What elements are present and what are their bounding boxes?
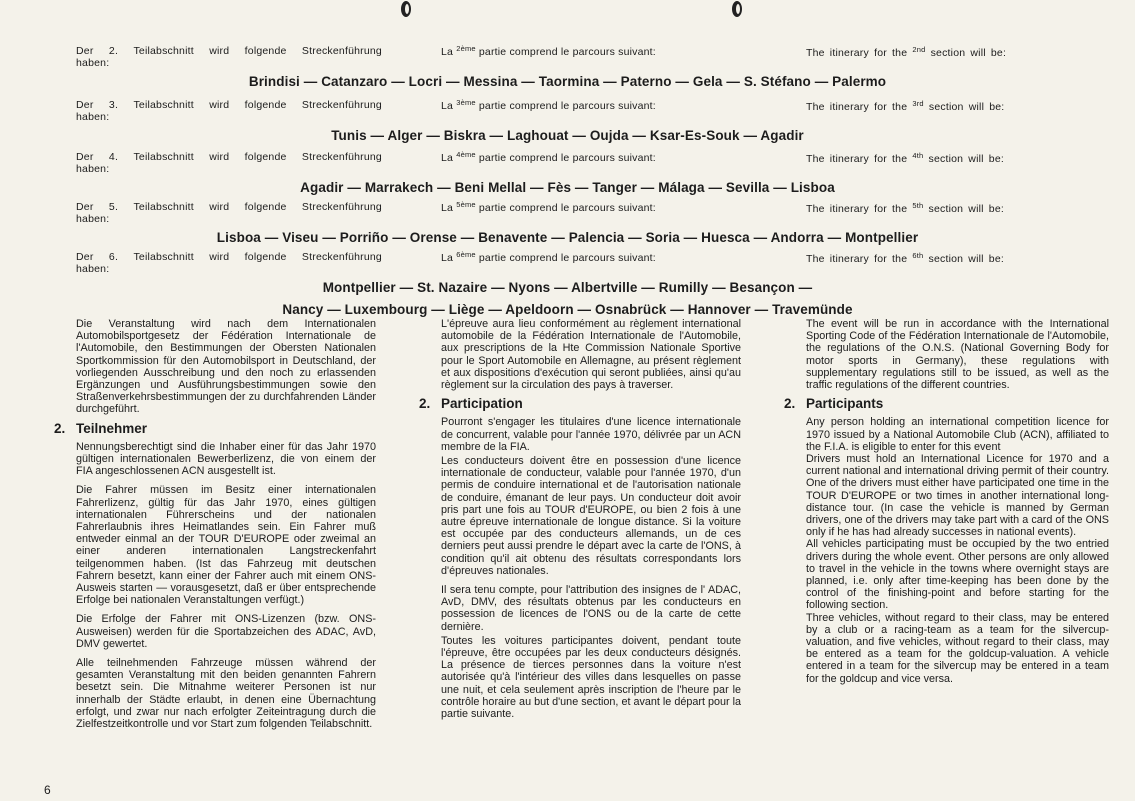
route-section-6 [0, 251, 1135, 321]
body-paragraph: Die Fahrer müssen im Besitz einer internationalen Fahrerlizenz, gültig für das Jahr 1970, eines gültigen internationalen Führerscheins und der nationalen Fahrerlaubnis ihres Heimatlandes sein. Ein Fahrer muß entweder einmal an der TOUR D'EUROPE oder zweimal an einer anderen internationalen Langstreckenfahrt teilgenommen haben. (Ist das Fahrzeug mit deutschen Fahrern besetzt, kann einer der Fahrer auch mit einem ONS-Ausweis starten — vorausgesetzt, daß er über entsprechende Erfolge bei nationalen Veranstaltungen verfügt.) [76, 484, 376, 607]
body-paragraph: All vehicles participating must be occupied by the two entried drivers during the whole event. Other persons are only allowed to travel in the vehicle in the towns where overnight stays are planned, i.e. only after time-keeping has been done by the control of the finishing-point and before starting for the following section. [806, 538, 1109, 612]
route-line: Tunis — Alger — Biskra — Laghouat — Oujda — Ksar-Es-Souk — Agadir [331, 128, 804, 143]
route-section-4 [0, 151, 1135, 199]
route-line: Lisboa — Viseu — Porriño — Orense — Benavente — Palencia — Soria — Huesca — Andorra — Montpellier [216, 230, 919, 245]
route-header-row [0, 99, 1135, 125]
french-column [419, 318, 741, 727]
route-header-german: Der 4. Teilabschnitt wird folgende Streckenführung haben: [76, 151, 382, 175]
route-header-french: La $^{5ème}$ partie comprend le parcours suivant: [441, 200, 656, 214]
route-header-german: Der 5. Teilabschnitt wird folgende Streckenführung haben: [76, 201, 382, 225]
route-header-row [0, 151, 1135, 177]
route-header-row [0, 201, 1135, 227]
route-header-french: La $^{3ème}$ partie comprend le parcours suivant: [441, 98, 656, 112]
body-paragraph: Il sera tenu compte, pour l'attribution des insignes de l' ADAC, AvD, DMV, des résultats obtenus par les conducteurs en possession de licences de l'ONS ou de la carte de cette dernière. [441, 584, 741, 633]
route-header-english: The itinerary for the $^{4th}$ section will be: [806, 151, 1004, 165]
intro-paragraph: L'épreuve aura lieu conformément au règlement international automobile de la Fédération Internationale de l'Automobile, aux prescriptions de la Hte Commission Nationale Sportive pour le Sport Automobile en Allemagne, au présent règlement et aux dispositions d'exécution qui seront publiées, ainsi qu'au règlement sur la circulation des pays à traverser. [441, 318, 741, 392]
route-header-french: La $^{2ème}$ partie comprend le parcours suivant: [441, 44, 656, 58]
route-line: Agadir — Marrakech — Beni Mellal — Fès — Tanger — Málaga — Sevilla — Lisboa [300, 180, 835, 195]
route-header-english: The itinerary for the $^{2nd}$ section will be: [806, 45, 1007, 59]
route-header-french: La $^{6ème}$ partie comprend le parcours suivant: [441, 250, 656, 264]
route-header-german: Der 2. Teilabschnitt wird folgende Streckenführung haben: [76, 45, 382, 69]
german-column [54, 318, 376, 737]
route-section-5 [0, 201, 1135, 249]
route-header-row [0, 45, 1135, 71]
body-paragraph: Les conducteurs doivent être en possession d'une licence internationale de conducteur, valable pour l'année 1970, d'un permis de conduire international et de l'autorisation nationale de conduire, émanant de leur pays. Un conducteur doit avoir pris part une fois au TOUR d'EUROPE, ou bien 2 fois à une autre épreuve internationale de longue distance. Si la voiture est occupée par des conducteurs allemands, un de ces derniers peut aussi prendre le départ avec la carte de l'ONS, à condition qu'il ait obtenu des résultats correspondants lors d'épreuves nationales. [441, 455, 741, 577]
route-header-german: Der 6. Teilabschnitt wird folgende Streckenführung haben: [76, 251, 382, 275]
route-line: Brindisi — Catanzaro — Locri — Messina — Taormina — Paterno — Gela — S. Stéfano — Palermo [248, 74, 887, 89]
route-line: Montpellier — St. Nazaire — Nyons — Albertville — Rumilly — Besançon — [322, 280, 813, 295]
route-header-row [0, 251, 1135, 277]
body-paragraph: Die Erfolge der Fahrer mit ONS-Lizenzen (bzw. ONS-Ausweisen) werden für die Sportabzeichen des ADAC, AvD, DMV gewertet. [76, 613, 376, 650]
route-section-2 [0, 45, 1135, 93]
binder-hole-icon [398, 0, 414, 20]
page-number: 6 [44, 783, 51, 797]
body-paragraph: Three vehicles, without regard to their class, may be entered by a club or a racing-team as a team for the silvercup-valuation, and five vehicles, without regard to their class, may be entered as a team for the goldcup-valuation. A vehicle entered in a team for the silvercup may be entered in a team for the goldcup and vice versa. [806, 611, 1109, 685]
body-paragraph: Any person holding an international competition licence for 1970 issued by a National Automobile Club (ACN), affiliated to the F.I.A. is eligible to enter for this event [806, 416, 1109, 453]
route-header-english: The itinerary for the $^{6th}$ section will be: [806, 251, 1004, 265]
intro-paragraph: Die Veranstaltung wird nach dem Internationalen Automobilsportgesetz der Fédération Internationale de l'Automobile, den Bestimmungen der Obersten Nationalen Sportkommission für den Automobilsport in Deutschland, der vorliegenden Ausschreibung und den noch zu erlassenden Ergänzungen und Ausführungsbestimmungen sowie den Straßenverkehrsbestimmungen der zu durchfahrenden Länder durchgeführt. [76, 318, 376, 416]
route-section [0, 45, 1135, 321]
route-header-french: La $^{4ème}$ partie comprend le parcours suivant: [441, 150, 656, 164]
body-paragraph: Drivers must hold an International Licence for 1970 and a current national and international driving permit of their country. One of the drivers must either have participated one time in the TOUR D'EUROPE or two times in another international long-distance tour. (In case the vehicle is manned by German drivers, one of the drivers may take part with a card of the ONS only if he has had already successes in national events). [806, 453, 1109, 539]
body-paragraph: Pourront s'engager les titulaires d'une licence internationale de concurrent, valable pour l'année 1970, délivrée par un ACN membre de la FIA. [441, 416, 741, 453]
route-line: Nancy — Luxembourg — Liège — Apeldoorn — Osnabrück — Hannover — Travemünde [282, 302, 853, 317]
body-paragraph: Alle teilnehmenden Fahrzeuge müssen während der gesamten Veranstaltung mit den beiden genannten Fahrern besetzt sein. Die Mitnahme weiterer Personen ist nur innerhalb der Städte erlaubt, in denen eine Übernachtung erfolgt, und zwar nur nach erfolgter Zeiteintragung durch die Zielfestzeitkontrolle und vor Start zum folgenden Teilabschnitt. [76, 657, 376, 731]
body-paragraph: Toutes les voitures participantes doivent, pendant toute l'épreuve, être occupées par les deux conducteurs désignés. La présence de tierces personnes dans la voiture n'est autorisée qu'à l'intérieur des villes dans lesquelles on passe une nuit, et cela seulement après inscription de l'heure par le contrôle horaire au but d'une section, et avant le départ pour la partie suivante. [441, 634, 741, 721]
route-header-german: Der 3. Teilabschnitt wird folgende Streckenführung haben: [76, 99, 382, 123]
route-section-3 [0, 99, 1135, 147]
english-column [784, 318, 1109, 685]
section-heading: 2. Participation [419, 396, 523, 412]
route-header-english: The itinerary for the $^{5th}$ section will be: [806, 201, 1004, 215]
body-paragraph: Nennungsberechtigt sind die Inhaber einer für das Jahr 1970 gültigen internationalen Bewerberlizenz, die von einem der FIA angeschlossenen ACN ausgestellt ist. [76, 440, 376, 478]
route-header-english: The itinerary for the $^{3rd}$ section will be: [806, 99, 1005, 113]
intro-paragraph: The event will be run in accordance with the International Sporting Code of the Fédération Internationale de l'Automobile, the regulations of the O.N.S. (National Governing Body for motor sports in Germany), these regulations with supplementary regulations still to be issued, as well as the traffic regulations of the different countries. [806, 318, 1109, 392]
section-heading: 2. Teilnehmer [54, 420, 148, 436]
binder-hole-icon [729, 0, 745, 20]
section-heading: 2. Participants [784, 396, 884, 412]
